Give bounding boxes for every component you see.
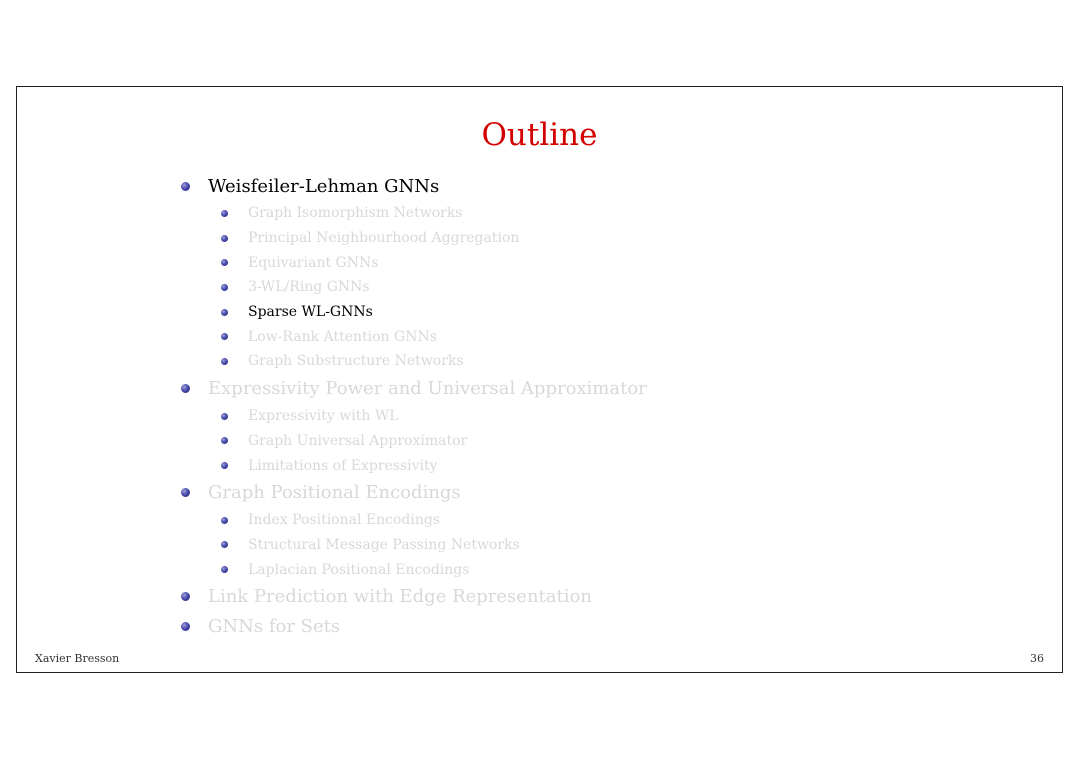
bullet-icon <box>221 309 228 316</box>
bullet-icon <box>221 462 228 469</box>
subsection-label: Structural Message Passing Networks <box>248 536 520 553</box>
bullet-icon <box>221 413 228 420</box>
bullet-icon <box>221 566 228 573</box>
footer-page-number: 36 <box>1030 652 1044 665</box>
outline-subsection <box>181 250 647 275</box>
outline-subsection <box>181 226 647 251</box>
subsection-label: Index Positional Encodings <box>248 512 441 529</box>
subsection-label: Principal Neighbourhood Aggregation <box>248 230 520 247</box>
bullet-icon <box>181 592 190 601</box>
outline-subsection <box>181 453 647 478</box>
outline-subsection <box>181 557 647 582</box>
bullet-icon <box>181 182 190 191</box>
outline-section <box>181 582 647 612</box>
bullet-icon <box>221 333 228 340</box>
section-label-link-prediction: Link Prediction with Edge Representation <box>208 586 592 608</box>
subsection-label: Graph Substructure Networks <box>248 353 464 370</box>
bullet-icon <box>221 235 228 242</box>
outline-subsection <box>181 201 647 226</box>
footer-author: Xavier Bresson <box>35 652 120 665</box>
bullet-icon <box>181 622 190 631</box>
outline-subsection <box>181 324 647 349</box>
subsection-label: Equivariant GNNs <box>248 254 379 271</box>
section-label-gnns-for-sets: GNNs for Sets <box>208 616 341 638</box>
outline-subsection-current <box>181 300 647 325</box>
subsection-label: Graph Universal Approximator <box>248 432 468 449</box>
outline-subsection <box>181 275 647 300</box>
subsection-label: Limitations of Expressivity <box>248 457 438 474</box>
subsection-label: Laplacian Positional Encodings <box>248 561 470 578</box>
bullet-icon <box>221 284 228 291</box>
bullet-icon <box>221 517 228 524</box>
bullet-icon <box>181 488 190 497</box>
subsection-label: Expressivity with WL <box>248 408 399 425</box>
outline-list <box>181 171 647 642</box>
outline-section <box>181 374 647 404</box>
subsection-label-current: Sparse WL-GNNs <box>248 304 373 321</box>
bullet-icon <box>221 358 228 365</box>
subsection-label: Graph Isomorphism Networks <box>248 205 463 222</box>
slide <box>16 86 1063 673</box>
bullet-icon <box>221 541 228 548</box>
subsection-label: Low-Rank Attention GNNs <box>248 328 437 345</box>
section-label-wl-gnns: Weisfeiler-Lehman GNNs <box>208 175 440 197</box>
bullet-icon <box>181 384 190 393</box>
outline-subsection <box>181 349 647 374</box>
outline-section <box>181 612 647 642</box>
section-label-expressivity: Expressivity Power and Universal Approximator <box>208 378 647 400</box>
subsection-label: 3-WL/Ring GNNs <box>248 279 370 296</box>
bullet-icon <box>221 259 228 266</box>
outline-section <box>181 171 647 201</box>
outline-subsection <box>181 533 647 558</box>
section-label-positional-encodings: Graph Positional Encodings <box>208 482 461 504</box>
outline-subsection <box>181 429 647 454</box>
bullet-icon <box>221 437 228 444</box>
outline-section <box>181 478 647 508</box>
outline-subsection <box>181 508 647 533</box>
outline-subsection <box>181 404 647 429</box>
bullet-icon <box>221 210 228 217</box>
slide-title: Outline <box>481 117 598 153</box>
